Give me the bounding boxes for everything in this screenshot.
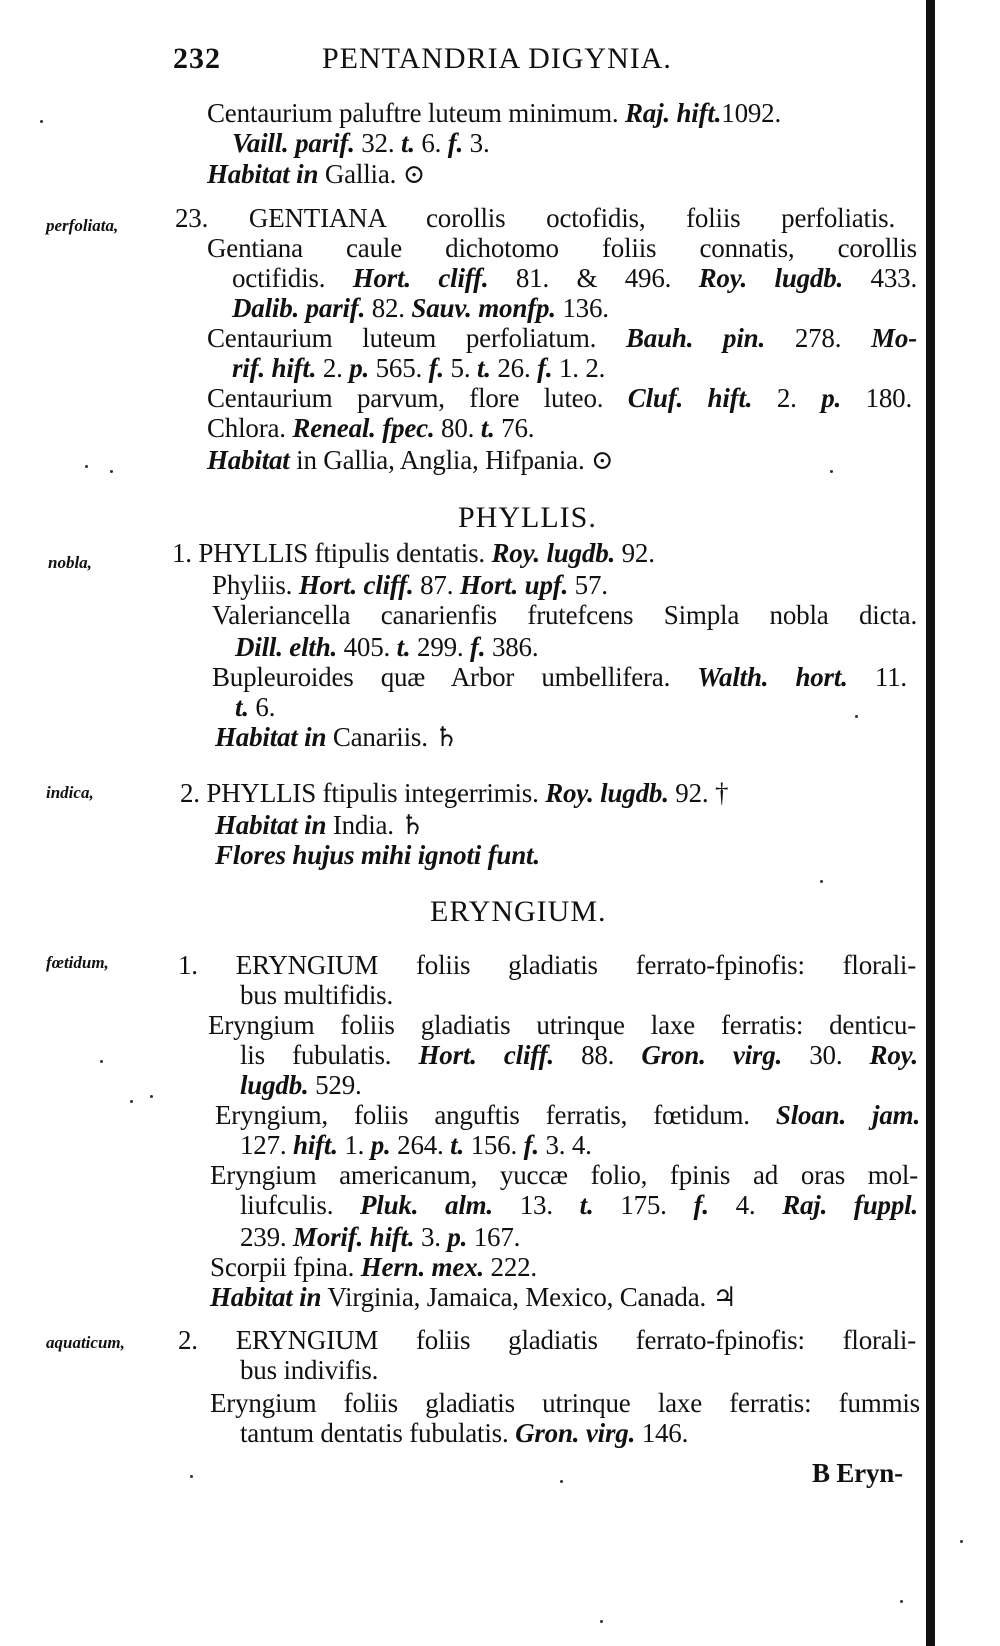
- italic-citation: p.: [370, 1130, 391, 1160]
- italic-citation: f.: [693, 1190, 709, 1220]
- text-run: Gallia. ⊙: [318, 159, 426, 189]
- italic-citation: Roy.: [869, 1040, 918, 1070]
- text-run: 180.: [841, 383, 912, 413]
- italic-citation: t.: [396, 632, 411, 662]
- text-run: 222.: [483, 1252, 537, 1282]
- scan-speck: [190, 1475, 193, 1478]
- italic-citation: Habitat in: [207, 159, 319, 189]
- text-line: [207, 98, 781, 128]
- page-binding-edge: [926, 0, 935, 1646]
- text-run: 11.: [847, 662, 907, 692]
- text-line: [172, 538, 655, 568]
- text-run: 175.: [593, 1190, 694, 1220]
- italic-citation: Roy. lugdb.: [698, 263, 844, 293]
- text-line: [240, 1355, 378, 1385]
- text-line: [240, 1222, 520, 1252]
- text-line: [235, 632, 538, 662]
- italic-citation: Reneal. fpec.: [292, 413, 435, 443]
- text-run: 156.: [464, 1130, 524, 1160]
- italic-citation: Flores hujus mihi ignoti funt.: [215, 840, 540, 870]
- text-run: 264.: [390, 1130, 451, 1160]
- text-run: 57.: [568, 570, 608, 600]
- text-line: [240, 1040, 918, 1070]
- text-line: [210, 1160, 918, 1190]
- text-run: octifidis.: [232, 263, 353, 293]
- text-run: 80.: [434, 413, 481, 443]
- italic-citation: f.: [523, 1130, 539, 1160]
- italic-citation: Roy. lugdb.: [491, 538, 616, 568]
- text-line: [215, 722, 458, 752]
- italic-citation: p.: [447, 1222, 468, 1252]
- italic-citation: Hort. upf.: [459, 570, 569, 600]
- text-line: [210, 1282, 737, 1312]
- margin-species-name: fœtidum,: [46, 953, 109, 972]
- text-line: [232, 128, 490, 158]
- scan-speck: [560, 1480, 563, 1483]
- running-title: PENTANDRIA DIGYNIA.: [322, 42, 672, 75]
- text-run: 127.: [240, 1130, 294, 1160]
- text-run: 3.: [414, 1222, 448, 1252]
- text-run: 167.: [467, 1222, 521, 1252]
- italic-citation: t.: [476, 353, 491, 383]
- text-run: 32.: [354, 128, 401, 158]
- margin-species-name: aquaticum,: [46, 1333, 125, 1352]
- text-run: 1.: [337, 1130, 371, 1160]
- scan-speck: [40, 120, 43, 123]
- scan-speck: [830, 470, 833, 473]
- text-run: 3. 4.: [538, 1130, 592, 1160]
- text-run: Valeriancella canarienfis frutefcens Simpla nobla dicta.: [212, 600, 917, 630]
- scan-speck: [960, 1540, 963, 1543]
- italic-citation: Hern. mex.: [360, 1252, 484, 1282]
- text-run: 136.: [555, 293, 609, 323]
- text-line: [207, 445, 613, 475]
- text-run: Bupleuroides quæ Arbor umbellifera.: [212, 662, 698, 692]
- italic-citation: lugdb.: [240, 1070, 309, 1100]
- italic-citation: Mo-: [871, 323, 917, 353]
- text-run: Canariis. ♄: [326, 722, 459, 752]
- text-run: 82.: [365, 293, 412, 323]
- text-run: Centaurium paluftre luteum minimum.: [207, 98, 625, 128]
- text-line: [240, 1130, 592, 1160]
- text-line: [240, 1070, 362, 1100]
- text-run: 76.: [494, 413, 535, 443]
- italic-citation: t.: [480, 413, 495, 443]
- scan-speck: [85, 465, 88, 468]
- text-line: [207, 233, 917, 263]
- text-run: 13.: [492, 1190, 580, 1220]
- text-run: 87.: [413, 570, 460, 600]
- italic-citation: f.: [447, 128, 464, 158]
- text-run: 405.: [337, 632, 397, 662]
- text-run: 6.: [248, 692, 276, 722]
- italic-citation: t.: [579, 1190, 594, 1220]
- italic-citation: f.: [428, 353, 444, 383]
- text-line: [232, 263, 917, 293]
- text-run: 1. ERYNGIUM foliis gladiatis ferrato-fpinofis: florali-: [178, 950, 916, 980]
- margin-species-name: indica,: [46, 783, 94, 802]
- italic-citation: Habitat in: [215, 722, 327, 752]
- text-run: 5.: [443, 353, 477, 383]
- text-line: [235, 692, 275, 722]
- genus-heading: ERYNGIUM.: [430, 895, 607, 928]
- italic-citation: Dill. elth.: [235, 632, 338, 662]
- italic-citation: Vaill. parif.: [232, 128, 355, 158]
- italic-citation: Hort. cliff.: [352, 263, 489, 293]
- text-run: liufculis.: [240, 1190, 360, 1220]
- text-line: [232, 293, 609, 323]
- italic-citation: Habitat in: [215, 810, 327, 840]
- italic-citation: rif. hift.: [232, 353, 317, 383]
- text-run: 6.: [414, 128, 448, 158]
- text-line: [210, 1388, 920, 1418]
- text-line: [240, 1418, 688, 1448]
- italic-citation: Bauh. pin.: [625, 323, 766, 353]
- italic-citation: Gron. virg.: [641, 1040, 783, 1070]
- text-run: 433.: [843, 263, 917, 293]
- italic-citation: t.: [400, 128, 415, 158]
- text-run: tantum dentatis fubulatis.: [240, 1418, 516, 1448]
- text-run: Eryngium foliis gladiatis utrinque laxe ferratis: fummis: [210, 1388, 920, 1418]
- scan-speck: [855, 715, 858, 718]
- italic-citation: t.: [450, 1130, 465, 1160]
- text-run: 278.: [765, 323, 872, 353]
- text-line: [215, 840, 540, 870]
- text-run: Phyliis.: [212, 570, 299, 600]
- text-run: 92. †: [668, 778, 729, 808]
- text-line: [212, 570, 608, 600]
- italic-citation: Hort. cliff.: [298, 570, 414, 600]
- text-line: [207, 413, 534, 443]
- text-run: 529.: [308, 1070, 362, 1100]
- text-run: bus multifidis.: [240, 980, 394, 1010]
- scan-speck: [130, 1100, 133, 1103]
- italic-citation: Hort. cliff.: [418, 1040, 554, 1070]
- text-run: 1. 2.: [552, 353, 606, 383]
- text-run: 2.: [752, 383, 822, 413]
- text-run: Gentiana caule dichotomo foliis connatis, corollis: [207, 233, 917, 263]
- italic-citation: Dalib. parif.: [232, 293, 366, 323]
- italic-citation: Habitat in: [210, 1282, 322, 1312]
- text-line: [215, 1100, 920, 1130]
- text-line: [207, 159, 425, 189]
- scan-speck: [900, 1600, 903, 1603]
- text-run: Centaurium parvum, flore luteo.: [207, 383, 628, 413]
- scan-speck: [110, 470, 113, 473]
- italic-citation: p.: [821, 383, 842, 413]
- italic-citation: Cluf. hift.: [627, 383, 753, 413]
- text-run: 2. ERYNGIUM foliis gladiatis ferrato-fpinofis: florali-: [178, 1325, 916, 1355]
- margin-species-name: nobla,: [48, 553, 92, 572]
- text-line: [178, 950, 916, 980]
- italic-citation: p.: [349, 353, 370, 383]
- text-line: [180, 778, 728, 808]
- text-run: Eryngium americanum, yuccæ folio, fpinis ad oras mol-: [210, 1160, 918, 1190]
- text-line: [207, 323, 917, 353]
- text-run: 23. GENTIANA corollis octofidis, foliis perfoliatis.: [175, 203, 895, 233]
- text-run: 386.: [485, 632, 539, 662]
- text-run: 26.: [490, 353, 538, 383]
- italic-citation: Raj. fuppl.: [782, 1190, 918, 1220]
- text-run: 146.: [635, 1418, 689, 1448]
- text-run: 92.: [615, 538, 655, 568]
- text-line: [212, 662, 907, 692]
- text-run: 4.: [708, 1190, 783, 1220]
- italic-citation: t.: [235, 692, 249, 722]
- italic-citation: Walth. hort.: [697, 662, 848, 692]
- text-line: [210, 1252, 537, 1282]
- italic-citation: f.: [470, 632, 486, 662]
- text-run: bus indivifis.: [240, 1355, 379, 1385]
- text-line: [240, 980, 393, 1010]
- text-line: [212, 600, 917, 630]
- italic-citation: Morif. hift.: [293, 1222, 415, 1252]
- text-run: 565.: [369, 353, 429, 383]
- text-line: [175, 203, 895, 233]
- text-run: lis fubulatis.: [240, 1040, 419, 1070]
- scan-speck: [150, 1095, 153, 1098]
- text-run: Centaurium luteum perfoliatum.: [207, 323, 626, 353]
- genus-heading: PHYLLIS.: [458, 501, 597, 534]
- scan-speck: [820, 880, 823, 883]
- text-run: 1. PHYLLIS ftipulis dentatis.: [172, 538, 492, 568]
- text-run: 81. & 496.: [488, 263, 699, 293]
- italic-citation: hift.: [293, 1130, 338, 1160]
- italic-citation: Sloan. jam.: [775, 1100, 920, 1130]
- text-line: [232, 353, 605, 383]
- page-number: 232: [173, 42, 221, 75]
- italic-citation: Raj. hift.: [624, 98, 722, 128]
- text-run: 2. PHYLLIS ftipulis integerrimis.: [180, 778, 546, 808]
- text-run: 2.: [316, 353, 350, 383]
- text-run: Virginia, Jamaica, Mexico, Canada. ♃: [321, 1282, 737, 1312]
- text-run: 30.: [782, 1040, 870, 1070]
- text-run: 1092.: [721, 98, 782, 128]
- text-line: [240, 1190, 918, 1220]
- text-run: India. ♄: [326, 810, 425, 840]
- text-run: 3.: [463, 128, 490, 158]
- text-run: Scorpii fpina.: [210, 1252, 361, 1282]
- text-line: [208, 1010, 916, 1040]
- text-line: [178, 1325, 916, 1355]
- text-run: 239.: [240, 1222, 294, 1252]
- text-run: Eryngium foliis gladiatis utrinque laxe ferratis: denticu-: [208, 1010, 916, 1040]
- text-run: 299.: [410, 632, 471, 662]
- text-run: 88.: [553, 1040, 642, 1070]
- text-run: in Gallia, Anglia, Hifpania. ⊙: [289, 445, 614, 475]
- italic-citation: Pluk. alm.: [360, 1190, 493, 1220]
- italic-citation: f.: [537, 353, 553, 383]
- scan-speck: [100, 1060, 103, 1063]
- italic-citation: Gron. virg.: [515, 1418, 636, 1448]
- catchword: B Eryn-: [812, 1458, 903, 1488]
- italic-citation: Sauv. monfp.: [411, 293, 556, 323]
- scan-speck: [600, 1620, 603, 1623]
- margin-species-name: perfoliata,: [46, 216, 119, 235]
- text-line: [215, 810, 424, 840]
- text-run: Chlora.: [207, 413, 293, 443]
- italic-citation: Habitat: [207, 445, 290, 475]
- text-run: Eryngium, foliis anguftis ferratis, fœtidum.: [215, 1100, 776, 1130]
- text-line: [207, 383, 912, 413]
- italic-citation: Roy. lugdb.: [545, 778, 669, 808]
